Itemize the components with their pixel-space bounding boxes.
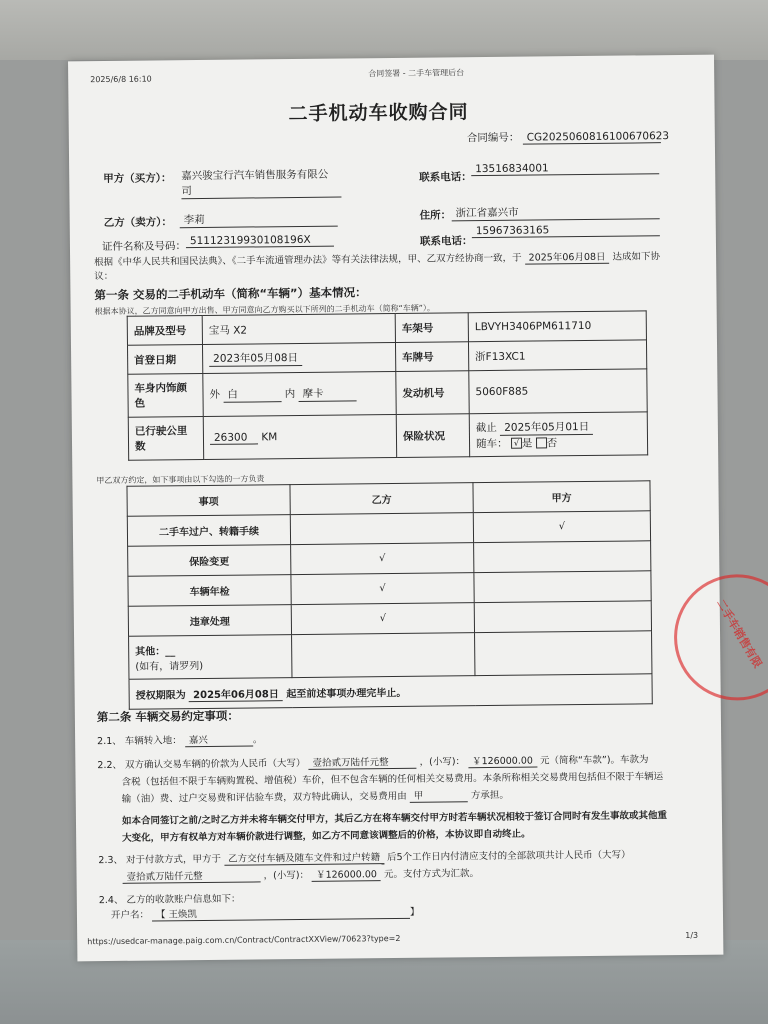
- interior-label: 内: [284, 388, 296, 401]
- authorization-text-b: 起至前述事项办理完毕止。: [286, 687, 407, 700]
- clause-2-3-text-d: 元。支付方式为汇款。: [383, 868, 480, 881]
- notice-line2: 大变化，甲方有权单方对车辆价款进行调整，如乙方不同意该调整后的价格，本协议即自动终止。: [122, 828, 531, 844]
- insurance-until-label: 截止: [475, 421, 497, 434]
- insurance-yes-label: 是: [521, 437, 533, 450]
- seller-label: 乙方（卖方）：: [103, 216, 173, 230]
- account-holder: [111, 904, 420, 922]
- contract-title: 二手机动车收购合同: [288, 101, 469, 126]
- row-item: 二手车过户、转籍手续: [127, 515, 290, 547]
- row-party-a: [474, 601, 651, 633]
- id-number: 51112319930108196X: [186, 234, 334, 249]
- row-party-a: [474, 541, 651, 573]
- row-item: 违章处理: [128, 605, 291, 637]
- clause-2-3-text-c: ，(小写)：: [263, 869, 310, 882]
- row-party-b: √: [291, 573, 474, 605]
- clause-2-3-number: 2.3、: [98, 854, 124, 867]
- seller-phone: 15967363165: [472, 223, 660, 238]
- seller-name: 李莉: [180, 211, 338, 229]
- exterior-label: 外: [209, 388, 221, 401]
- account-holder-label: 开户名：: [110, 909, 150, 921]
- contract-no-label: 合同编号：: [466, 131, 520, 145]
- article2-title: 第二条 车辆交易约定事项：: [96, 708, 239, 725]
- clause-2-1-number: 2.1、: [97, 735, 122, 748]
- clause-2-2-line3: [122, 787, 509, 806]
- clause-2-1: 2.1、 车辆转入地： 嘉兴 。: [97, 731, 262, 748]
- id-label: 证件名称及号码：: [101, 240, 187, 254]
- brand-label: 品牌及型号: [127, 315, 202, 345]
- row-item: 车辆年检: [128, 575, 291, 607]
- row-item: 保险变更: [128, 545, 291, 577]
- clause-2-4-number: 2.4、: [98, 894, 124, 907]
- price-uppercase: 壹拾贰万陆仟元整: [308, 754, 416, 770]
- intro-text-cont: 议：: [94, 270, 114, 283]
- buyer-name: [181, 167, 341, 200]
- clause-2-2-text-b: ，(小写)：: [419, 756, 466, 768]
- insurance-no-checkbox: [536, 437, 547, 448]
- intro-date: 2025年06月08日: [525, 249, 610, 265]
- other-party-b: [292, 633, 475, 678]
- article1-text: 根据本协议，乙方同意向甲方出售、甲方同意向乙方购买以下所列的二手机动车（简称“车辆”）。: [94, 303, 435, 317]
- insurance-yes-checkbox: √: [511, 438, 522, 449]
- contract-no: [466, 128, 670, 145]
- responsibility-intro: 甲乙双方约定，如下事项由以下勾选的一方负责: [96, 474, 265, 486]
- clause-2-3-line1: [98, 847, 630, 868]
- account-holder-name: 【 王焕凯: [152, 904, 410, 922]
- address-label: 住所：: [419, 209, 452, 222]
- buyer-phone: 13516834001: [471, 161, 659, 176]
- row-party-b: [290, 513, 473, 545]
- seal-text: 二手车销售有限: [713, 597, 765, 671]
- mileage-value: 26300: [210, 431, 258, 445]
- intro-text-a: 根据《中华人民共和国民法典》、《二手车流通管理办法》等有关法律法规，甲、乙双方经协商一致，于: [94, 252, 522, 269]
- clause-2-2-line3-end: 方承担。: [470, 789, 509, 802]
- authorization-row: [129, 674, 652, 709]
- clause-2-2-number: 2.2、: [97, 759, 123, 772]
- other-hint: (如有，请罗列): [135, 661, 204, 673]
- clause-2-1-label: 车辆转入地：: [124, 735, 182, 747]
- clause-2-2-text-a: 双方确认交易车辆的价款为人民币（大写）: [124, 757, 306, 771]
- vehicle-info-table: [127, 310, 648, 460]
- footer-url: https://usedcar-manage.paig.com.cn/Contract/ContractXXView/70623?type=2: [87, 933, 401, 947]
- intro-text-b: 达成如下协: [612, 251, 661, 263]
- clause-2-2-text-c: 元（简称“车款”)。车款为: [539, 754, 649, 767]
- engine-value: 5060F885: [469, 369, 647, 414]
- clause-2-2-line3-text: 输（油）费、过户交易费和评估验车费，双方特此确认，交易费用由: [121, 790, 407, 805]
- col-party-a-header: 甲方: [473, 481, 650, 513]
- interior-color: 摩卡: [298, 385, 356, 402]
- payment-uppercase: 壹拾贰万陆仟元整: [122, 867, 260, 883]
- authorization-text-a: 授权期限为: [135, 689, 186, 702]
- mileage-cell: [203, 414, 396, 459]
- other-label: 其他：__: [135, 646, 176, 658]
- color-label: 车身内饰颜色: [128, 373, 203, 417]
- reg-date-label: 首登日期: [127, 344, 202, 374]
- vin-value: LBVYH3406PM611710: [468, 311, 646, 342]
- plate-label: 车牌号: [395, 342, 468, 372]
- contract-page: [68, 55, 765, 962]
- insurance-with-label: 随车：: [475, 437, 508, 450]
- col-item-header: 事项: [127, 485, 290, 517]
- insurance-cell: [469, 412, 647, 457]
- payment-amount: ￥126000.00: [312, 866, 381, 882]
- insurance-no-label: 否: [546, 436, 558, 449]
- insurance-until-date: 2025年05月01日: [500, 418, 593, 435]
- buyer-phone-label: 联系电话：: [419, 171, 472, 184]
- engine-label: 发动机号: [396, 371, 469, 415]
- mileage-label: 已行驶公里数: [128, 416, 203, 460]
- authorization-date: 2025年06月08日: [189, 685, 283, 702]
- transfer-location: 嘉兴: [185, 731, 253, 747]
- other-party-a: [475, 631, 652, 676]
- clause-2-4: [99, 891, 241, 906]
- row-party-a: √: [473, 511, 650, 543]
- color-cell: [203, 371, 396, 416]
- article1-title: 第一条 交易的二手机动车（简称“车辆”）基本情况：: [94, 285, 367, 303]
- seller-address: 浙江省嘉兴市: [452, 203, 660, 221]
- insurance-label: 保险状况: [396, 414, 469, 458]
- buyer-label: 甲方（买方）：: [103, 172, 172, 186]
- brand-value: 宝马 X2: [202, 313, 395, 344]
- footer-page-number: 1/3: [685, 930, 699, 940]
- row-party-a: [474, 571, 651, 603]
- row-party-b: √: [291, 543, 474, 575]
- payment-condition: 乙方交付车辆及随车文件和过户转籍: [224, 849, 384, 866]
- responsibility-table: [126, 480, 652, 709]
- print-datetime: 2025/6/8 16:10: [90, 74, 152, 85]
- print-page-title: 合同签署 - 二手车管理后台: [368, 68, 465, 79]
- row-party-b: √: [291, 603, 474, 635]
- price-amount: ￥126000.00: [468, 753, 537, 769]
- notice-line1: 如本合同签订之前/之时乙方并未将车辆交付甲方，其后乙方在将车辆交付甲方时若车辆状况相较于签订合同时有发生事故或其他重: [121, 810, 667, 827]
- fee-payer: 甲: [410, 787, 468, 803]
- plate-value: 浙F13XC1: [468, 340, 646, 371]
- clause-2-3-text-b: 后5个工作日内付清应支付的全部款项共计人民币（大写）: [387, 849, 631, 864]
- reg-date-value: 2023年05月08日: [209, 350, 302, 367]
- clause-2-3-line2: [122, 865, 479, 884]
- company-seal-stamp: [673, 574, 768, 701]
- clause-2-2-line2: 含税（包括但不限于车辆购置税、增值税）车价，但不包含车辆的任何相关交易费用。本条所称相关交易费用包括但不限于车辆运: [121, 771, 664, 788]
- account-holder-close: 】: [409, 906, 420, 918]
- mileage-unit: KM: [261, 430, 278, 443]
- buyer-name-line2: 司: [181, 185, 192, 198]
- contract-no-value: CG2025060816100670623: [523, 130, 661, 144]
- vin-label: 车架号: [395, 313, 468, 343]
- clause-2-4-text: 乙方的收款账户信息如下：: [126, 893, 241, 906]
- buyer-name-line1: 嘉兴骏宝行汽车销售服务有限公: [181, 168, 329, 183]
- desk-background-top: [0, 0, 768, 60]
- col-party-b-header: 乙方: [290, 483, 473, 515]
- clause-2-3-text-a: 对于付款方式，甲方于: [125, 853, 222, 866]
- reg-date-cell: [202, 342, 395, 373]
- seller-phone-label: 联系电话：: [419, 235, 473, 248]
- exterior-color: 白: [223, 386, 281, 403]
- other-cell: [129, 635, 292, 680]
